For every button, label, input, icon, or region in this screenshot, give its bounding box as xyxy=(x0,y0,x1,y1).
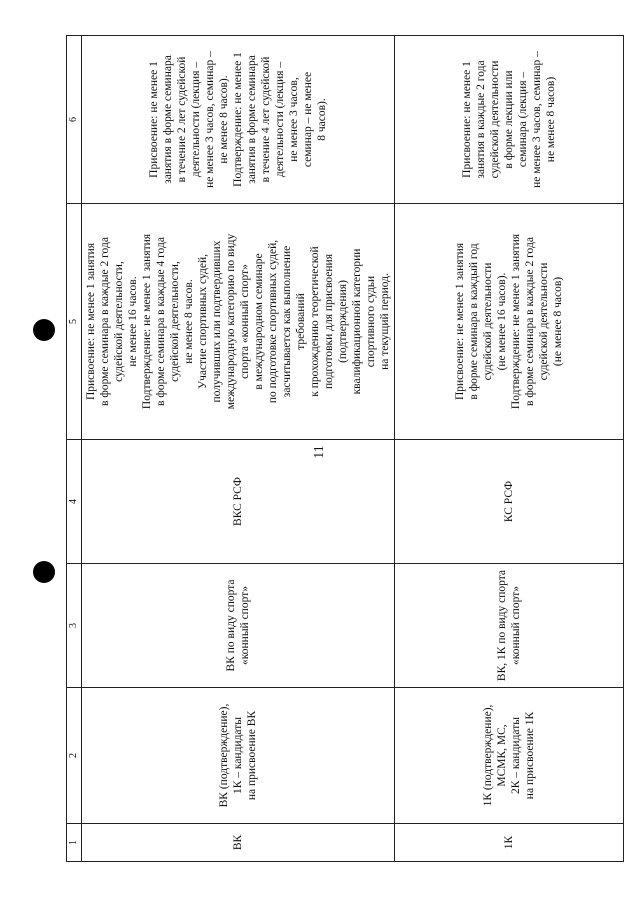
punch-hole xyxy=(33,561,55,583)
column-number: 2 xyxy=(67,688,82,824)
column-number: 5 xyxy=(67,204,82,440)
column-number: 6 xyxy=(67,36,82,204)
participants-cell: 1К (подтверждение), МСМК, МС, 2К – кандидаты на присвоение 1К xyxy=(395,688,624,824)
page-number: 11 xyxy=(312,445,327,459)
requirements-cell: Присвоение: не менее 1 занятия в форме семинара в каждые 2 года судейской деятельности, не менее 16 часов. Подтверждение: не менее 1 занятия в форме семинара в каждые 4 года судейской деятельности, не менее 8 часов. Участие спортивных судей, получивших или подтвердивших международную категорию по виду спорта «конный спорт» в международном семинаре по подготовке спортивных судей, засчитывается как выполнение требований к прохождению теоретической подготовки для присвоения (подтверждения) квалификационной категории спортивного судьи на текущий период. xyxy=(82,204,395,440)
instructors-cell: ВК по виду спорта «конный спорт» xyxy=(82,564,395,688)
column-number: 4 xyxy=(67,440,82,564)
table-row xyxy=(395,36,624,862)
column-number: 3 xyxy=(67,564,82,688)
category-cell: 1К xyxy=(395,824,624,862)
notes-cell: Присвоение: не менее 1 занятия в форме семинара в течение 2 лет судейской деятельности (лекция – не менее 3 часов, семинар – не менее 8 часов). Подтверждение: не менее 1 занятия в форме семинара в течение 4 лет судейской деятельности (лекция – не менее 3 часов, семинар – не менее 8 часов). xyxy=(82,36,395,204)
participants-cell: ВК (подтверждение), 1К – кандидаты на присвоение ВК xyxy=(82,688,395,824)
column-number-row xyxy=(67,36,82,862)
punch-hole xyxy=(33,319,55,341)
instructors-cell: ВК, 1К по виду спорта «конный спорт» xyxy=(395,564,624,688)
column-number: 1 xyxy=(67,824,82,862)
notes-cell: Присвоение: не менее 1 занятия в каждые 2 года судейской деятельности в форме лекции или семинара (лекция – не менее 3 часов, семинар – не менее 8 часов) xyxy=(395,36,624,204)
organizer-cell: ВКС РСФ xyxy=(82,440,395,564)
judges-training-table xyxy=(66,35,624,862)
requirements-cell: Присвоение: не менее 1 занятия в форме семинара в каждый год судейской деятельности (не менее 16 часов). Подтверждение: не менее 1 занятия в форме семинара в каждые 2 года судейской деятельности (не менее 8 часов) xyxy=(395,204,624,440)
table-row xyxy=(82,36,395,862)
organizer-cell: КС РСФ xyxy=(395,440,624,564)
rotated-table-sheet xyxy=(66,36,582,862)
category-cell: ВК xyxy=(82,824,395,862)
